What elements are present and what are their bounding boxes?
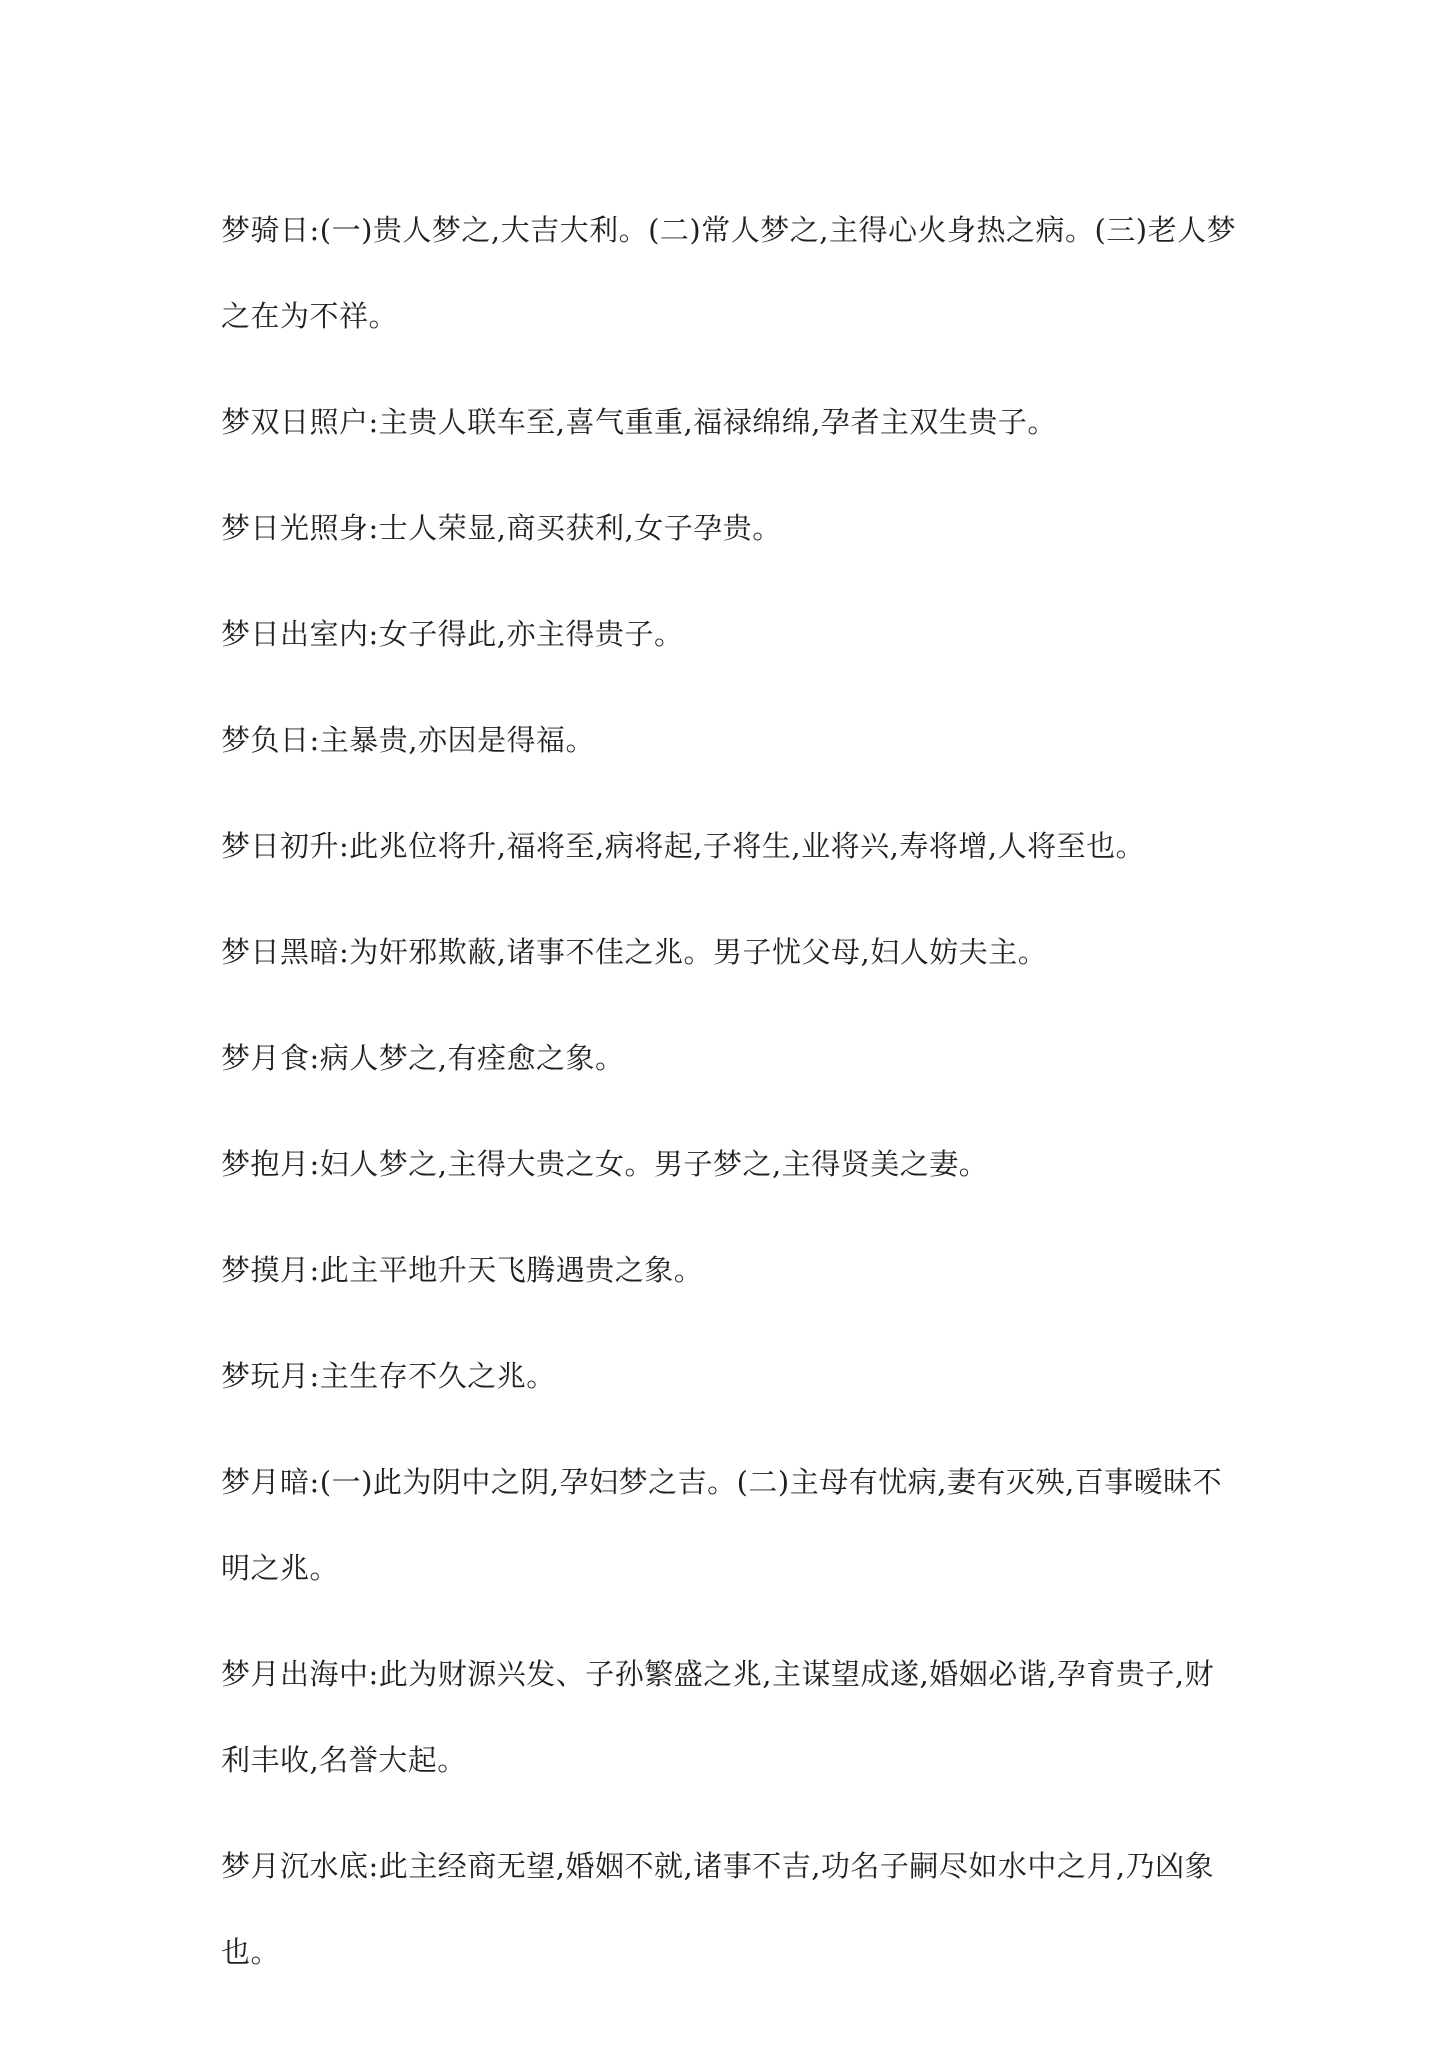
dream-entry-riding-sun: 梦骑日:(一)贵人梦之,大吉大利。(二)常人梦之,主得心火身热之病。(三)老人梦之在为不祥。 xyxy=(221,213,1237,333)
dream-entry-playing-moon: 梦玩月:主生存不久之兆。 xyxy=(221,1359,556,1393)
dream-entry-lunar-eclipse: 梦月食:病人梦之,有痊愈之象。 xyxy=(221,1041,625,1075)
dream-entry-rising-sun: 梦日初升:此兆位将升,福将至,病将起,子将生,业将兴,寿将增,人将至也。 xyxy=(221,829,1146,863)
dream-entry-holding-moon: 梦抱月:妇人梦之,主得大贵之女。男子梦之,主得贤美之妻。 xyxy=(221,1147,989,1181)
dream-entry-moon-over-sea: 梦月出海中:此为财源兴发、子孙繁盛之兆,主谋望成遂,婚姻必谐,孕育贵子,财利丰收,名誉大起。 xyxy=(221,1657,1215,1777)
dream-entry-sun-indoors: 梦日出室内:女子得此,亦主得贵子。 xyxy=(221,617,684,651)
dream-entry-dark-moon: 梦月暗:(一)此为阴中之阴,孕妇梦之吉。(二)主母有忧病,妻有灭殃,百事暧昧不明之兆。 xyxy=(221,1465,1223,1585)
dream-entry-double-sun: 梦双日照户:主贵人联车至,喜气重重,福禄绵绵,孕者主双生贵子。 xyxy=(221,405,1057,439)
dream-entry-moon-under-water: 梦月沉水底:此主经商无望,婚姻不就,诸事不吉,功名子嗣尽如水中之月,乃凶象也。 xyxy=(221,1849,1215,1969)
dream-entry-touching-moon: 梦摸月:此主平地升天飞腾遇贵之象。 xyxy=(221,1253,704,1287)
dream-entry-sunlight-on-body: 梦日光照身:士人荣显,商买获利,女子孕贵。 xyxy=(221,511,782,545)
dream-entry-carrying-sun: 梦负日:主暴贵,亦因是得福。 xyxy=(221,723,595,757)
dream-entry-dark-sun: 梦日黑暗:为奸邪欺蔽,诸事不佳之兆。男子忧父母,妇人妨夫主。 xyxy=(221,935,1048,969)
document-body xyxy=(221,187,1241,2015)
